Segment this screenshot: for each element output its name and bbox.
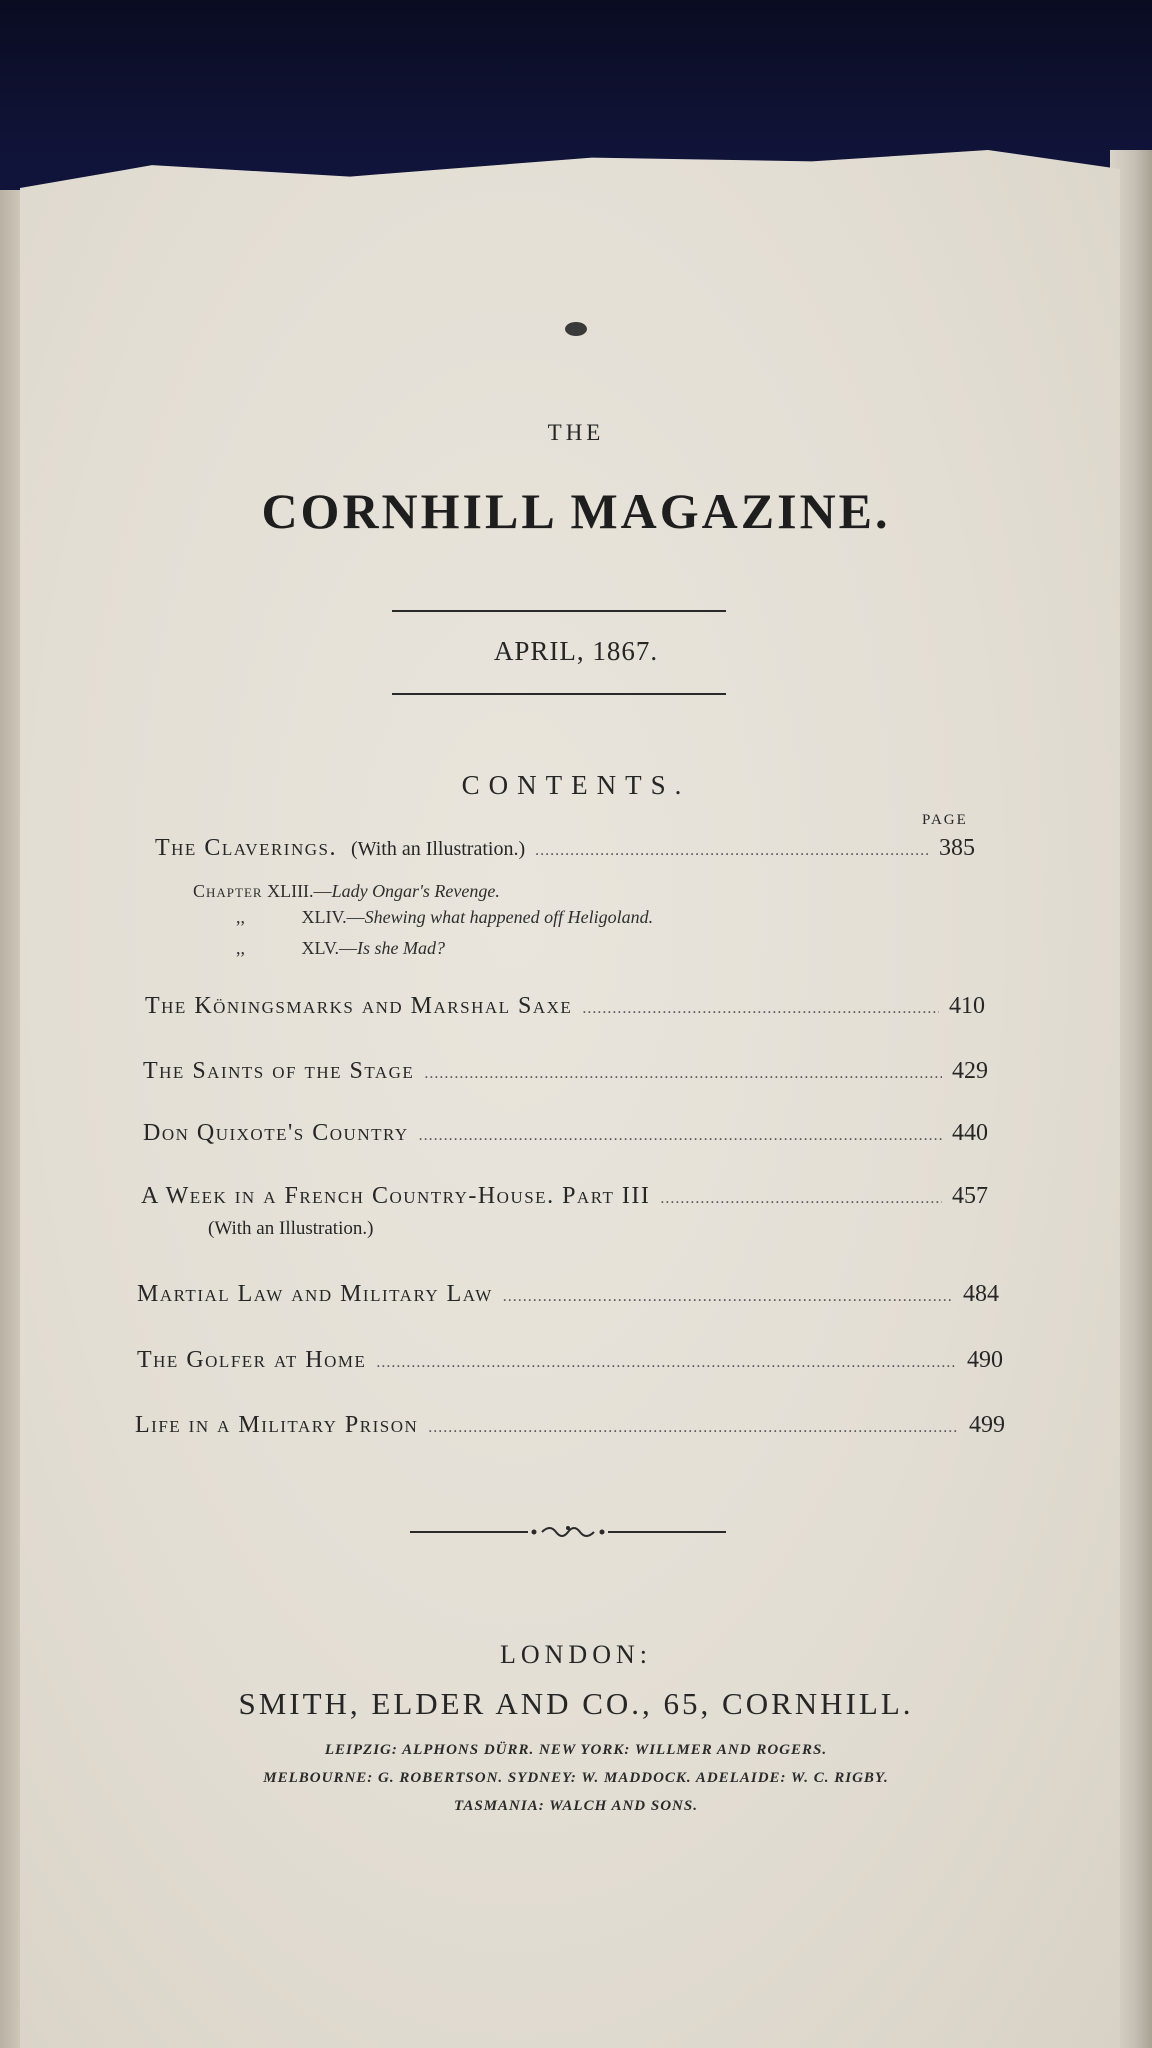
leader-dots <box>428 1419 959 1437</box>
imprint-city: LONDON: <box>500 1640 652 1669</box>
leader-dots <box>582 1000 939 1018</box>
contents-entry-claverings <box>155 835 975 862</box>
leader-dots <box>376 1354 957 1372</box>
entry-title: The Köningsmarks and Marshal Saxe <box>145 993 573 1019</box>
chapter-name: Lady Ongar's Revenge. <box>331 881 500 901</box>
title-article: THE <box>547 420 605 445</box>
chapter-number: XLV.— <box>301 938 358 958</box>
contents-entry-french-country-house <box>141 1183 988 1210</box>
entry-page-number: 429 <box>952 1058 988 1084</box>
entry-title: Don Quixote's Country <box>143 1120 409 1146</box>
chapter-line <box>193 881 500 902</box>
imprint-agents-line: TASMANIA: WALCH AND SONS. <box>454 1798 698 1814</box>
chapter-prefix: ,, <box>236 938 245 958</box>
entry-title: Life in a Military Prison <box>135 1412 419 1438</box>
entry-title: The Claverings. <box>155 835 337 861</box>
chapter-number: XLIV.— <box>301 907 365 927</box>
leader-dots <box>424 1065 942 1083</box>
page-column-label: PAGE <box>922 812 968 828</box>
chapter-prefix: ,, <box>236 907 245 927</box>
entry-note: (With an Illustration.) <box>350 838 526 860</box>
title-rule-top <box>392 610 726 612</box>
leader-dots <box>535 842 929 860</box>
imprint-agents-line: LEIPZIG: ALPHONS DÜRR. NEW YORK: WILLMER AND ROGERS. <box>324 1742 828 1758</box>
chapter-number: XLIII.— <box>267 881 332 901</box>
contents-entry-martial-law <box>137 1281 999 1308</box>
entry-page-number: 410 <box>949 993 985 1019</box>
entry-page-number: 499 <box>969 1412 1005 1438</box>
entry-subnote: (With an Illustration.) <box>208 1218 374 1239</box>
leader-dots <box>660 1190 942 1208</box>
imprint-agents-line: MELBOURNE: G. ROBERTSON. SYDNEY: W. MADDOCK. ADELAIDE: W. C. RIGBY. <box>263 1770 889 1786</box>
top-ornament-icon <box>565 322 587 336</box>
imprint-publisher: SMITH, ELDER AND CO., 65, CORNHILL. <box>238 1686 914 1721</box>
entry-title: Martial Law and Military Law <box>137 1281 493 1307</box>
leader-dots <box>419 1127 942 1145</box>
entry-page-number: 440 <box>952 1120 988 1146</box>
divider-ornament-icon <box>410 1522 726 1542</box>
contents-entry-saints <box>143 1058 988 1085</box>
leader-dots <box>503 1288 953 1306</box>
entry-title: The Golfer at Home <box>137 1347 367 1373</box>
entry-title: A Week in a French Country-House. Part III <box>141 1183 651 1209</box>
chapter-name: Is she Mad? <box>357 938 446 958</box>
contents-heading: CONTENTS. <box>461 770 691 800</box>
contents-entry-golfer <box>137 1347 1003 1374</box>
chapter-line <box>236 907 653 928</box>
entry-page-number: 385 <box>939 835 975 861</box>
entry-title: The Saints of the Stage <box>143 1058 415 1084</box>
chapter-prefix: Chapter <box>193 881 263 901</box>
chapter-line <box>236 938 445 959</box>
contents-entry-koningsmarks <box>145 993 985 1020</box>
entry-page-number: 457 <box>952 1183 988 1209</box>
issue-date: APRIL, 1867. <box>493 636 659 666</box>
chapter-name: Shewing what happened off Heligoland. <box>364 907 654 927</box>
magazine-title: CORNHILL MAGAZINE. <box>261 483 891 539</box>
contents-entry-military-prison <box>135 1412 1005 1439</box>
contents-entry-don-quixote <box>143 1120 988 1147</box>
entry-page-number: 484 <box>963 1281 999 1307</box>
title-rule-bottom <box>392 693 726 695</box>
entry-page-number: 490 <box>967 1347 1003 1373</box>
